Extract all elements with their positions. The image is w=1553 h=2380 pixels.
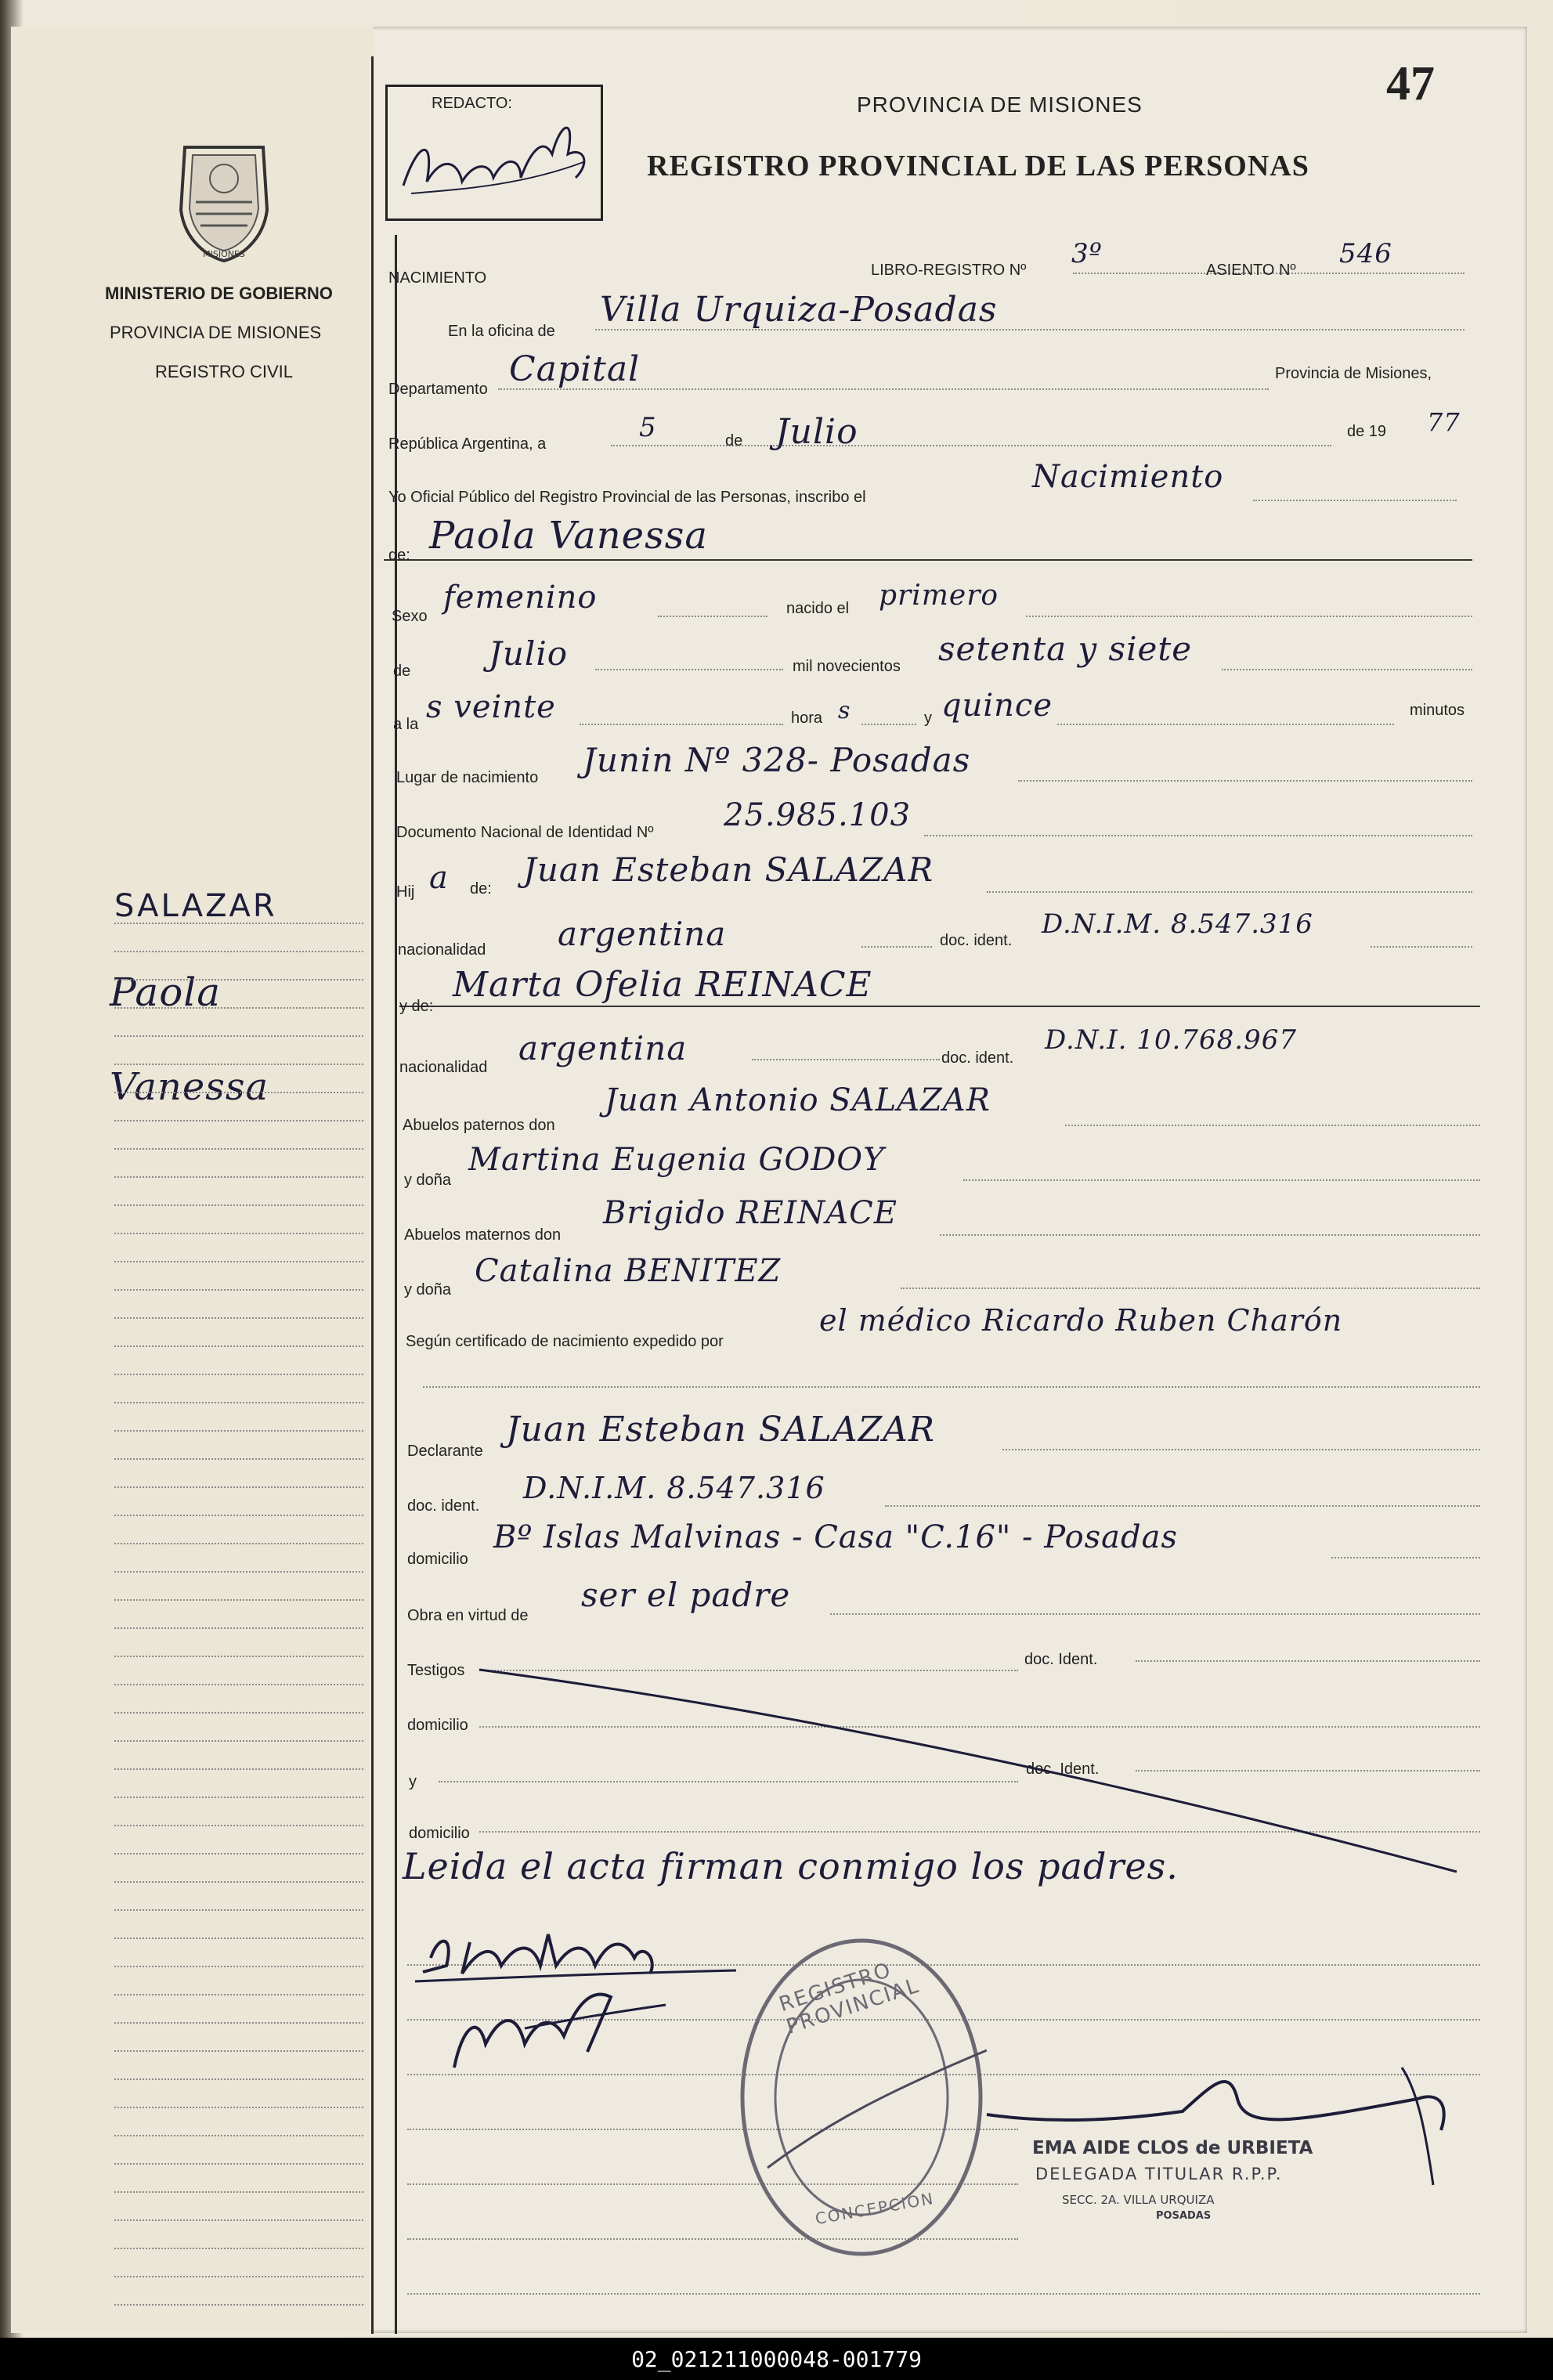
redacto-signature <box>388 107 601 217</box>
obra-value: ser el padre <box>581 1576 791 1614</box>
sidebar-rule-line <box>114 1176 363 1178</box>
sidebar-rule-line <box>114 1825 363 1826</box>
domicilio3-label: domicilio <box>409 1825 470 1842</box>
nacido-label: nacido el <box>786 600 850 617</box>
left-vertical-rule <box>371 56 374 2334</box>
sidebar-province-label: PROVINCIA DE MISIONES <box>110 323 322 342</box>
hijo-suffix: a <box>429 860 449 896</box>
lugar-value: Junin Nº 328- Posadas <box>583 741 971 779</box>
declarante-label: Declarante <box>407 1443 483 1460</box>
domicilio2-label: domicilio <box>407 1717 468 1734</box>
sidebar-rule-line <box>114 951 363 952</box>
de-label: de <box>725 432 743 450</box>
coat-of-arms-seal <box>169 139 279 265</box>
departamento-value: Capital <box>509 349 641 389</box>
ydona2-label: y doña <box>404 1281 452 1298</box>
doc2-label: doc. ident. <box>941 1049 1014 1067</box>
sidebar-rule-line <box>114 1317 363 1319</box>
form-rule-line <box>595 669 783 670</box>
officer-office: SECC. 2A. VILLA URQUIZA <box>1062 2193 1215 2207</box>
form-rule-line <box>1065 1125 1480 1126</box>
sidebar-rule-line <box>114 979 363 981</box>
sidebar-rule-line <box>114 2304 363 2306</box>
sidebar-rule-line <box>114 1768 363 1770</box>
dni-value: 25.985.103 <box>724 797 912 833</box>
sidebar-rule-line <box>114 1881 363 1883</box>
page-number: 47 <box>1386 57 1435 110</box>
sexo-label: Sexo <box>392 608 428 625</box>
form-rule-line <box>1331 1557 1480 1558</box>
sidebar-rule-line <box>114 1374 363 1375</box>
form-rule-line <box>658 616 767 617</box>
hijo-label: Hij <box>396 883 415 901</box>
sidebar-rule-line <box>114 1543 363 1544</box>
year-label: de 19 <box>1347 423 1387 440</box>
abpat2-value: Martina Eugenia GODOY <box>468 1142 885 1178</box>
sidebar-rule-line <box>114 1599 363 1601</box>
sidebar-rule-line <box>114 1938 363 1939</box>
form-rule-line <box>940 1234 1480 1236</box>
nacido-value: primero <box>879 580 999 612</box>
sidebar-rule-line <box>114 1092 363 1093</box>
republica-label: República Argentina, a <box>388 435 547 453</box>
stamp-inner-text: CONCEPCION <box>814 2188 936 2229</box>
form-section-divider <box>384 559 1472 561</box>
abmat-label: Abuelos maternos don <box>404 1226 562 1244</box>
form-rule-line <box>1136 1770 1480 1771</box>
form-rule-line <box>861 946 932 948</box>
sidebar-rule-line <box>114 1289 363 1291</box>
abmat-value: Brigido REINACE <box>603 1195 897 1231</box>
stamp-ring-text: REGISTRO PROVINCIAL <box>776 1958 923 2039</box>
doc1-value: D.N.I.M. 8.547.316 <box>1042 908 1313 940</box>
form-rule-line <box>1371 946 1472 948</box>
form-rule-line <box>479 1726 1480 1728</box>
sidebar-rule-line <box>114 1966 363 1967</box>
libro-value: 3º <box>1071 238 1103 269</box>
sidebar-rule-line <box>114 1204 363 1206</box>
sexo-value: femenino <box>443 580 598 616</box>
sidebar-rule-line <box>114 1402 363 1403</box>
sidebar-rule-line <box>114 1740 363 1742</box>
hora-label: hora <box>791 710 823 727</box>
mil-label: mil novecientos <box>793 658 901 675</box>
sidebar-rule-line <box>114 2022 363 2024</box>
abmat2-value: Catalina BENITEZ <box>475 1253 782 1289</box>
official-stamp <box>736 1933 987 2262</box>
form-rule-line <box>1222 669 1472 670</box>
sidebar-rule-line <box>114 1909 363 1911</box>
sidebar-rule-line <box>114 2163 363 2165</box>
form-rule-line <box>1002 1449 1480 1450</box>
domicilio-value: Bº Islas Malvinas - Casa "C.16" - Posadas <box>493 1519 1179 1555</box>
form-rule-line <box>439 1781 1018 1782</box>
redacto-box <box>385 85 603 221</box>
month-value: Julio <box>775 412 858 452</box>
nac2-value: argentina <box>518 1029 688 1067</box>
anio-nac-value: setenta y siete <box>938 630 1193 668</box>
sidebar-rule-line <box>114 1261 363 1262</box>
sidebar-rule-line <box>114 2135 363 2136</box>
form-rule-line <box>580 724 783 725</box>
libro-label: LIBRO-REGISTRO Nº <box>871 262 1027 279</box>
asiento-label: ASIENTO Nº <box>1206 262 1296 279</box>
form-rule-line <box>611 445 1331 446</box>
sidebar-rule-line <box>114 2276 363 2277</box>
sidebar-rule-line <box>114 1064 363 1065</box>
sidebar-rule-line <box>114 1853 363 1855</box>
file-id-bar <box>0 2338 1553 2380</box>
form-rule-line <box>407 2293 1480 2295</box>
yde-label: y de: <box>399 998 434 1015</box>
segun-label: Según certificado de nacimiento expedido por <box>406 1333 724 1350</box>
domicilio-label: domicilio <box>407 1551 468 1568</box>
registry-title: REGISTRO PROVINCIAL DE LAS PERSONAS <box>647 150 1309 182</box>
closing-statement: Leida el acta firman conmigo los padres. <box>403 1845 1179 1887</box>
form-rule-line <box>830 1613 1480 1615</box>
docid1-label: doc. Ident. <box>1024 1651 1098 1668</box>
sidebar-rule-line <box>114 1035 363 1037</box>
sidebar-rule-line <box>114 1458 363 1460</box>
sidebar-rule-line <box>114 1656 363 1657</box>
sidebar-rule-line <box>114 1233 363 1234</box>
form-rule-line <box>963 1179 1480 1181</box>
form-rule-line <box>1018 780 1472 782</box>
departamento-label: Departamento <box>388 381 488 398</box>
nombre-value: Paola Vanessa <box>429 514 708 558</box>
sidebar-rule-line <box>114 1120 363 1121</box>
madre-value: Marta Ofelia REINACE <box>453 965 872 1005</box>
docdecl-label: doc. ident. <box>407 1497 480 1515</box>
form-rule-line <box>901 1288 1480 1289</box>
oficina-value: Villa Urquiza-Posadas <box>600 290 998 330</box>
form-rule-line <box>1057 724 1394 725</box>
mes-nac-value: Julio <box>489 634 569 673</box>
abpat-label: Abuelos paternos don <box>403 1117 555 1134</box>
sidebar-rule-line <box>114 1515 363 1516</box>
sidebar-rule-line <box>114 1684 363 1685</box>
officer-city: POSADAS <box>1156 2210 1212 2222</box>
testigos-label: Testigos <box>407 1662 465 1679</box>
form-rule-line <box>752 1059 940 1060</box>
dni-label: Documento Nacional de Identidad Nº <box>396 824 654 841</box>
nac2-label: nacionalidad <box>399 1059 488 1076</box>
provincia-suffix: Provincia de Misiones, <box>1275 365 1432 382</box>
day-value: 5 <box>639 412 657 443</box>
sidebar-rule-line <box>114 2107 363 2108</box>
sidebar-rule-line <box>114 2248 363 2249</box>
registro-civil-label: REGISTRO CIVIL <box>155 362 294 381</box>
year-value: 77 <box>1427 407 1461 437</box>
doc1-label: doc. ident. <box>940 932 1013 949</box>
ydona1-label: y doña <box>404 1172 452 1189</box>
y-label: y <box>924 710 932 727</box>
seal-text: MISIONES <box>203 249 245 259</box>
sidebar-rule-line <box>114 2078 363 2080</box>
form-rule-line <box>479 1670 1018 1671</box>
alas-label: a la <box>393 716 419 733</box>
officer-title: DELEGADA TITULAR R.P.P. <box>1035 2165 1283 2183</box>
form-section-divider <box>399 1006 1480 1007</box>
sidebar-rule-line <box>114 1994 363 1995</box>
sidebar-rule-line <box>114 1712 363 1714</box>
minutos-label: minutos <box>1410 702 1465 719</box>
province-heading: PROVINCIA DE MISIONES <box>857 92 1143 117</box>
sidebar-rule-line <box>114 923 363 924</box>
form-rule-line <box>479 1831 1480 1833</box>
hora-suffix: s <box>838 697 851 724</box>
sidebar-rule-line <box>114 1486 363 1488</box>
form-rule-line <box>861 724 916 725</box>
nac1-label: nacionalidad <box>398 941 486 959</box>
sidebar-rule-line <box>114 1627 363 1629</box>
form-rule-line <box>423 1386 1480 1388</box>
padre-value: Juan Esteban SALAZAR <box>523 851 934 889</box>
y2-label: y <box>409 1773 417 1790</box>
sidebar-rule-line <box>114 1148 363 1150</box>
sidebar-rule-line <box>114 2219 363 2221</box>
redacto-label: REDACTO: <box>432 95 512 112</box>
declarante-value: Juan Esteban SALAZAR <box>506 1410 936 1450</box>
form-rule-line <box>924 835 1472 836</box>
sidebar-rule-line <box>114 1007 363 1009</box>
inscribo-value: Nacimiento <box>1032 459 1224 495</box>
sidebar-rule-line <box>114 1571 363 1573</box>
segun-value: el médico Ricardo Ruben Charón <box>819 1303 1343 1338</box>
de3-label: de <box>393 663 411 680</box>
obra-label: Obra en virtud de <box>407 1607 529 1624</box>
file-id-text: 02_021211000048-001779 <box>631 2346 922 2372</box>
docid2-label: doc. Ident. <box>1026 1761 1100 1778</box>
hijo-de-label: de: <box>470 880 492 897</box>
de2-label: de: <box>388 547 410 564</box>
lugar-label: Lugar de nacimiento <box>396 769 539 786</box>
form-rule-line <box>1253 500 1457 501</box>
sidebar-second-name: Vanessa <box>110 1065 269 1109</box>
form-rule-line <box>987 891 1472 893</box>
nac1-value: argentina <box>558 915 727 953</box>
act-type-label: NACIMIENTO <box>388 269 487 287</box>
doc2-value: D.N.I. 10.768.967 <box>1045 1024 1297 1056</box>
sidebar-rule-line <box>114 2050 363 2052</box>
min-value: quince <box>941 688 1053 724</box>
docdecl-value: D.N.I.M. 8.547.316 <box>523 1471 825 1505</box>
sidebar-rule-line <box>114 1430 363 1432</box>
form-rule-line <box>885 1505 1480 1507</box>
form-rule-line <box>1026 616 1472 617</box>
sidebar-rule-line <box>114 2191 363 2193</box>
sidebar-first-name: Paola <box>110 970 222 1015</box>
sidebar-rule-line <box>114 1797 363 1798</box>
asiento-value: 546 <box>1339 238 1392 269</box>
sidebar-rule-line <box>114 1345 363 1347</box>
officer-name: EMA AIDE CLOS de URBIETA <box>1032 2138 1313 2158</box>
ministry-label: MINISTERIO DE GOBIERNO <box>105 284 333 303</box>
abpat-value: Juan Antonio SALAZAR <box>605 1082 991 1118</box>
hora-value: s veinte <box>426 689 556 725</box>
oficina-label: En la oficina de <box>448 323 555 340</box>
sidebar-surname: SALAZAR <box>114 888 277 924</box>
oficial-label: Yo Oficial Público del Registro Provincial de las Personas, inscribo el <box>388 489 866 506</box>
form-rule-line <box>1136 1660 1480 1662</box>
